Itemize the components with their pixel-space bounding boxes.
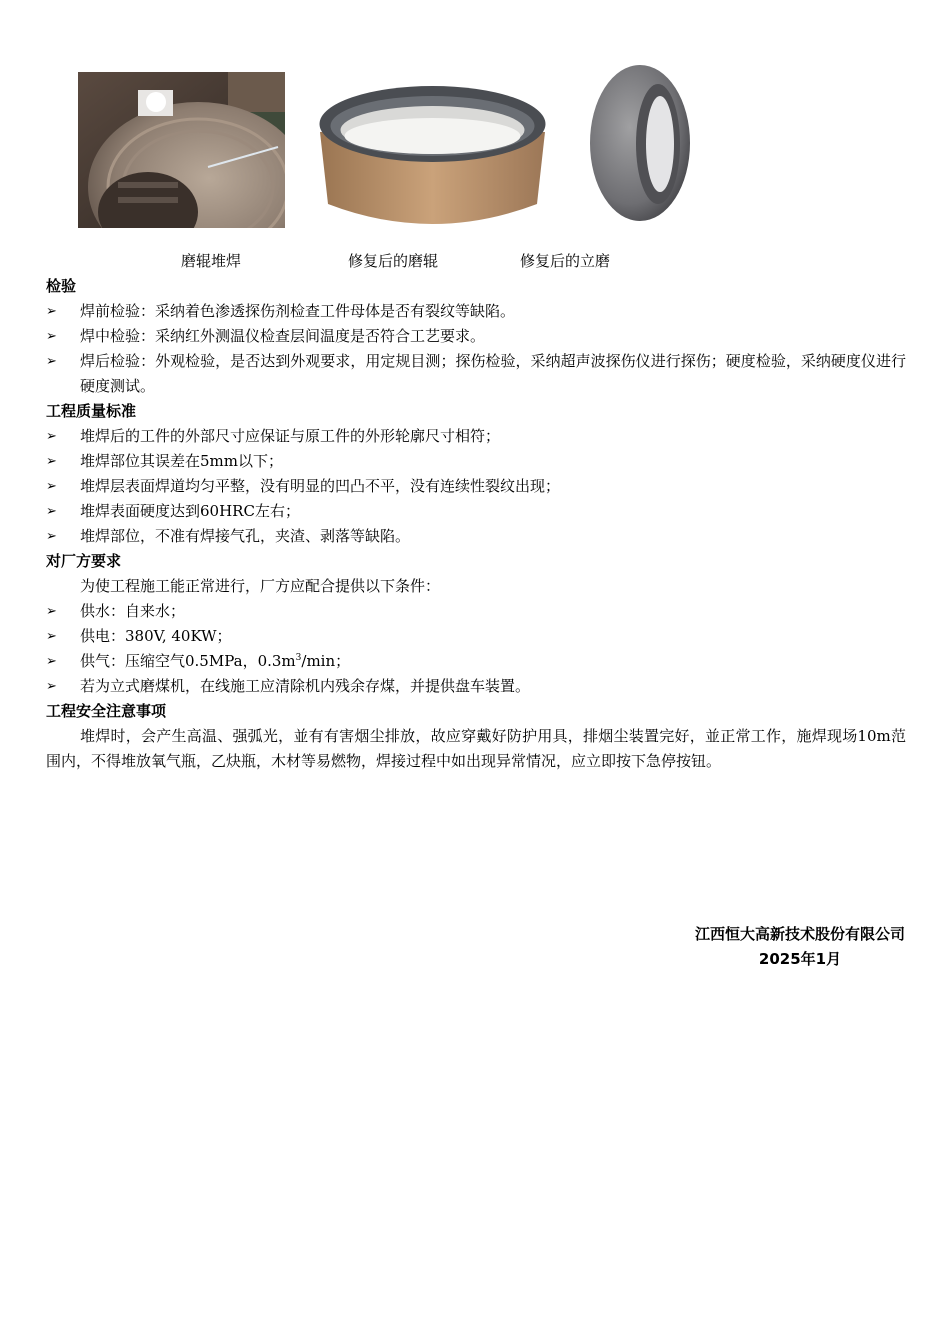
document-body — [46, 274, 906, 774]
bullet-arrow-icon: ➢ — [46, 504, 57, 519]
list-item: ➢ 供气：压缩空气0.5MPa，$0.3m^3/\min$； — [46, 649, 906, 674]
factory-intro: 为使工程施工能正常进行，厂方应配合提供以下条件： — [80, 577, 441, 595]
roller-hardfacing-photo — [78, 72, 285, 228]
list-item: ➢ 若为立式磨煤机，在线施工应清除机内残余存煤，并提供盘车装置。 — [46, 674, 906, 699]
safety-heading: 工程安全注意事项 — [46, 702, 167, 720]
bullet-arrow-icon: ➢ — [46, 354, 57, 369]
list-item: ➢ 堆焊后的工件的外部尺寸应保证与原工件的外形轮廓尺寸相符； — [46, 424, 906, 449]
repaired-roller-photo — [318, 84, 547, 228]
document-date: 2025年1月 — [758, 950, 842, 968]
inspection-heading: 检验 — [46, 277, 77, 295]
bullet-arrow-icon: ➢ — [46, 479, 57, 494]
list-item: ➢ 堆焊层表面焊道均匀平整，没有明显的凹凸不平，没有连续性裂纹出现； — [46, 474, 906, 499]
safety-text: 堆焊时，会产生高温、强弧光，並有有害烟尘排放，故应穿戴好防护用具，排烟尘装置完好，並正常工作，施焊现场10m范围内，不得堆放氧气瓶，乙炔瓶，木材等易燃物，焊接过程中如出现异常情况，应立即按下急停按钮。 — [46, 727, 906, 770]
list-item: ➢ 堆焊表面硬度达到60HRC左右； — [46, 499, 906, 524]
bullet-arrow-icon: ➢ — [46, 429, 57, 444]
bullet-arrow-icon: ➢ — [46, 654, 57, 669]
list-item: ➢ 堆焊部位其误差在5mm以下； — [46, 449, 906, 474]
signature-block — [695, 922, 905, 972]
list-item: ➢ 堆焊部位，不准有焊接气孔，夹渣、剥落等缺陷。 — [46, 524, 906, 549]
list-item: ➢ 焊中检验：采纳红外测温仪检查层间温度是否符合工艺要求。 — [46, 324, 906, 349]
company-name: 江西恒大高新技术股份有限公司 — [694, 925, 905, 943]
quality-standard-heading: 工程质量标准 — [46, 402, 137, 420]
repaired-vertical-mill-photo — [586, 58, 698, 228]
list-item: ➢ 供电：380V, 40KW； — [46, 624, 906, 649]
bullet-arrow-icon: ➢ — [46, 629, 57, 644]
list-item: ➢ 供水：自来水； — [46, 599, 906, 624]
bullet-arrow-icon: ➢ — [46, 604, 57, 619]
bullet-arrow-icon: ➢ — [46, 454, 57, 469]
photo-caption-repaired-mill: 修复后的立磨 — [520, 252, 611, 270]
bullet-arrow-icon: ➢ — [46, 679, 57, 694]
list-item: ➢ 焊后检验：外观检验，是否达到外观要求，用定规目测；探伤检验，采纳超声波探伤仪进行探伤；硬度检验，采纳硬度仪进行硬度测试。 — [46, 349, 906, 399]
bullet-arrow-icon: ➢ — [46, 529, 57, 544]
photo-caption-hardfacing: 磨辊堆焊 — [181, 252, 242, 270]
bullet-arrow-icon: ➢ — [46, 329, 57, 344]
factory-requirements-heading: 对厂方要求 — [46, 552, 122, 570]
bullet-arrow-icon: ➢ — [46, 304, 57, 319]
list-item: ➢ 焊前检验：采纳着色渗透探伤剂检查工件母体是否有裂纹等缺陷。 — [46, 299, 906, 324]
photo-caption-repaired-roller: 修复后的磨辊 — [348, 252, 439, 270]
